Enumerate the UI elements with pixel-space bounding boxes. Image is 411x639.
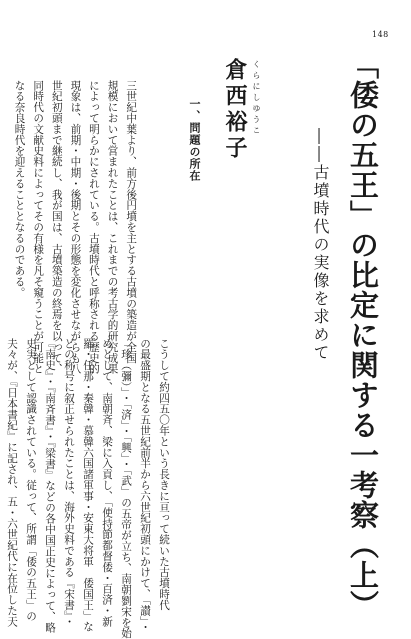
text-line: 世紀初頭まで継続し、我が国は、古墳築造の終焉を以って、: [50, 80, 63, 375]
text-line: 史実として認識されている。従って、所謂「倭の五王」の: [25, 338, 37, 622]
text-line: 『南史』・『南斉書』・『梁書』などの各中国正史によって、略: [44, 338, 56, 633]
text-line: の最盛期となる五世紀前半から六世紀初頭にかけて、「讃」・: [139, 338, 151, 633]
text-line: なる奈良時代を迎えることとなるのである。: [13, 80, 26, 298]
text-line: 規模において営まれたことは、これまでの考古学的研究成果: [106, 80, 119, 375]
text-line: 羅・任那・秦韓・慕韓六国諸軍事・安東大将軍 倭国王」な: [82, 338, 94, 633]
author-name: 倉西裕子: [222, 58, 248, 162]
text-line: こうして約四五〇年という長きに亘って続いた古墳時代: [158, 338, 170, 611]
text-line: によって明らかにされている。古墳時代と呼称される歴史的: [87, 80, 100, 375]
text-line: 現象は、前期・中期・後期とその形態を変化させながらも八: [69, 80, 82, 375]
text-line: 同時代の文献史料によってその有様を凡そ窺うことが可能と: [32, 80, 45, 375]
paragraph-kofun-period: [2, 338, 173, 639]
text-line: どの称号に叙正せられたことは、海外史料である『宋書』・: [63, 338, 75, 627]
author-ruby: くらにしゆうこ: [252, 60, 261, 137]
paragraph-introduction: [10, 80, 140, 374]
text-line: 「珍（彌）」・「済」・「興」・「武」の五帝が立ち、南朝劉宋を始: [120, 338, 132, 639]
text-line: 三世紀中葉より、前方後円墳を主とする古墳の築造が全国: [125, 80, 138, 364]
text-line: 夫々が、『日本書紀』に記され、五・六世紀代に在位した天: [6, 338, 18, 627]
section-heading: 一、問題の所在: [188, 98, 201, 182]
text-line: めとして、南朝斉、梁に入貢し、「使持節都督倭・百済・新: [101, 338, 113, 627]
page-number: 148: [372, 30, 389, 39]
article-title: 「倭の五王」の比定に関する一考察（上）: [346, 50, 380, 620]
article-subtitle: ――古墳時代の実像を求めて: [311, 128, 330, 362]
